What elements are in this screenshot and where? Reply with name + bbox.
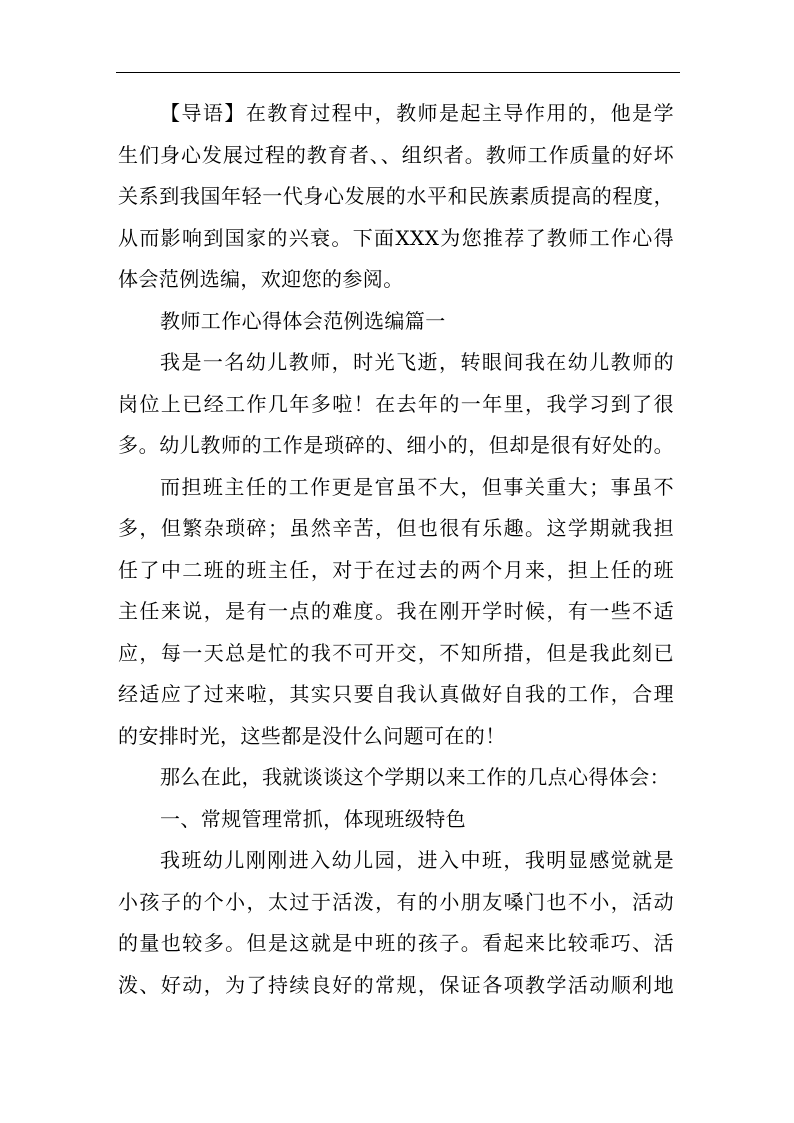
- paragraph-line: 小孩子的个小，太过于活泼，有的小朋友嗓门也不小，活动: [118, 889, 674, 914]
- intro-paragraph-line: 生们身心发展过程的教育者、、组织者。教师工作质量的好坏: [118, 142, 674, 167]
- paragraph-line: 我是一名幼儿教师，时光飞逝，转眼间我在幼儿教师的: [160, 350, 674, 374]
- paragraph-line: 多，但繁杂琐碎；虽然辛苦，但也很有乐趣。这学期就我担: [118, 516, 674, 540]
- paragraph-line: 岗位上已经工作几年多啦！在去年的一年里，我学习到了很: [118, 391, 674, 416]
- document-body: [118, 93, 674, 1006]
- paragraph-line: 多。幼儿教师的工作是琐碎的、细小的，但却是很有好处的。: [118, 433, 674, 457]
- paragraph-line: 经适应了过来啦，其实只要自我认真做好自我的工作，合理: [118, 682, 674, 706]
- paragraph-line: 那么在此，我就谈谈这个学期以来工作的几点心得体会：: [160, 765, 670, 789]
- intro-paragraph-line: 体会范例选编，欢迎您的参阅。: [118, 267, 404, 291]
- intro-paragraph-line: 从而影响到国家的兴衰。下面XXX为您推荐了教师工作心得: [118, 225, 674, 250]
- header-rule: [116, 72, 680, 73]
- section-heading: 教师工作心得体会范例选编篇一: [160, 308, 446, 333]
- paragraph-line: 任了中二班的班主任，对于在过去的两个月来，担上任的班: [118, 557, 674, 582]
- intro-paragraph-line: 【导语】在教育过程中，教师是起主导作用的，他是学: [160, 101, 674, 125]
- subsection-heading: 一、常规管理常抓，体现班级特色: [160, 806, 466, 831]
- paragraph-line: 我班幼儿刚刚进入幼儿园，进入中班，我明显感觉就是: [160, 848, 674, 872]
- paragraph-line: 泼、好动，为了持续良好的常规，保证各项教学活动顺利地: [118, 972, 674, 997]
- paragraph-line: 主任来说，是有一点的难度。我在刚开学时候，有一些不适: [118, 599, 674, 623]
- paragraph-line: 的安排时光，这些都是没什么问题可在的！: [118, 723, 506, 748]
- paragraph-line: 而担班主任的工作更是官虽不大，但事关重大；事虽不: [160, 474, 674, 499]
- paragraph-line: 应，每一天总是忙的我不可开交，不知所措，但是我此刻已: [118, 640, 674, 665]
- paragraph-line: 的量也较多。但是这就是中班的孩子。看起来比较乖巧、活: [118, 931, 674, 955]
- intro-paragraph-line: 关系到我国年轻一代身心发展的水平和民族素质提高的程度，: [118, 184, 674, 208]
